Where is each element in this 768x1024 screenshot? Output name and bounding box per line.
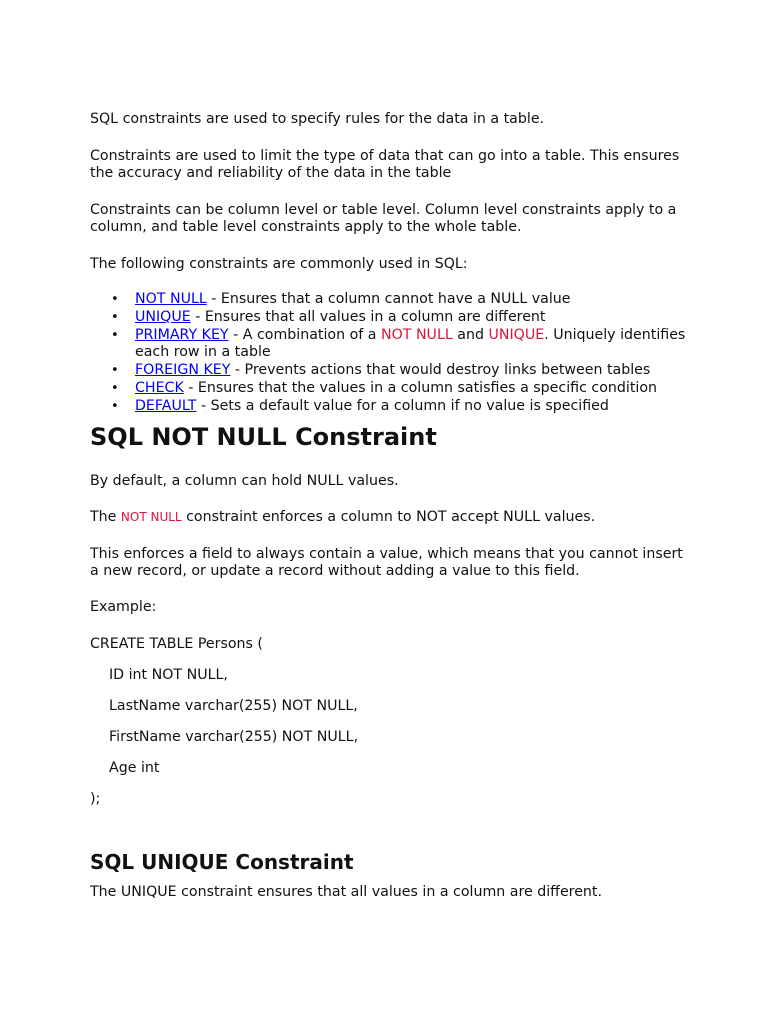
list-item-description: - Prevents actions that would destroy links between tables — [230, 362, 651, 379]
list-item — [90, 327, 690, 363]
list-item-description: - A combination of a — [228, 326, 381, 343]
intro-paragraph-2: Constraints are used to limit the type of data that can go into a table. This ensures the accuracy and reliability of the data in the table — [90, 147, 680, 181]
link-not-null[interactable]: NOT NULL — [135, 291, 207, 307]
text-fragment: constraint enforces a column to NOT accept NULL values. — [181, 509, 596, 526]
code-example — [90, 635, 690, 808]
heading-not-null-constraint: SQL NOT NULL Constraint — [90, 422, 437, 451]
not-null-paragraph-2 — [90, 509, 690, 527]
heading-unique-constraint: SQL UNIQUE Constraint — [90, 850, 354, 875]
code-line: CREATE TABLE Persons ( — [90, 636, 263, 653]
bullet-icon: • — [111, 309, 119, 325]
bullet-icon: • — [111, 398, 119, 414]
link-check[interactable]: CHECK — [135, 379, 184, 396]
highlight-not-null: NOT NULL — [380, 326, 453, 343]
example-label: Example: — [90, 598, 157, 615]
bullet-icon: • — [111, 292, 119, 307]
text-fragment: The — [90, 509, 121, 526]
list-item-description: - Ensures that the values in a column satisfies a specific condition — [183, 379, 657, 396]
list-item-description: and — [452, 326, 489, 343]
list-item — [90, 398, 690, 416]
list-item-description: - Sets a default value for a column if no value is specified — [196, 397, 609, 414]
code-line: FirstName varchar(255) NOT NULL, — [109, 729, 359, 746]
link-default[interactable]: DEFAULT — [135, 397, 197, 414]
link-primary-key[interactable]: PRIMARY KEY — [135, 326, 229, 343]
code-line: ); — [90, 791, 101, 808]
unique-paragraph-1: The UNIQUE constraint ensures that all values in a column are different. — [90, 884, 602, 901]
highlight-unique: UNIQUE — [488, 326, 545, 343]
document-page — [90, 111, 690, 902]
list-item — [90, 291, 690, 309]
bullet-icon: • — [111, 380, 119, 396]
constraints-list — [90, 291, 690, 416]
link-unique[interactable]: UNIQUE — [135, 308, 191, 325]
list-item-description: - Ensures that a column cannot have a NULL value — [206, 291, 571, 307]
list-item — [90, 309, 690, 327]
not-null-paragraph-3: This enforces a field to always contain a value, which means that you cannot insert a new record, or update a record without adding a value to this field. — [90, 545, 683, 580]
code-line: Age int — [109, 760, 160, 777]
list-item — [90, 362, 690, 380]
code-line: LastName varchar(255) NOT NULL, — [109, 698, 358, 715]
link-foreign-key[interactable]: FOREIGN KEY — [135, 362, 231, 379]
bullet-icon: • — [111, 327, 119, 343]
list-item — [90, 380, 690, 398]
intro-paragraph-3: Constraints can be column level or table level. Column level constraints apply to a column, and table level constraints apply to the whole table. — [90, 201, 677, 235]
intro-paragraph-4: The following constraints are commonly used in SQL: — [90, 255, 468, 272]
code-line: ID int NOT NULL, — [109, 667, 228, 684]
inline-code-not-null: NOT NULL — [120, 510, 182, 525]
list-item-description: . Uniquely identifies each row in a table — [135, 326, 686, 361]
bullet-icon: • — [111, 363, 119, 379]
not-null-paragraph-1: By default, a column can hold NULL values. — [90, 472, 399, 489]
intro-paragraph-1: SQL constraints are used to specify rules for the data in a table. — [90, 111, 545, 127]
list-item-description: - Ensures that all values in a column are different — [190, 308, 546, 325]
